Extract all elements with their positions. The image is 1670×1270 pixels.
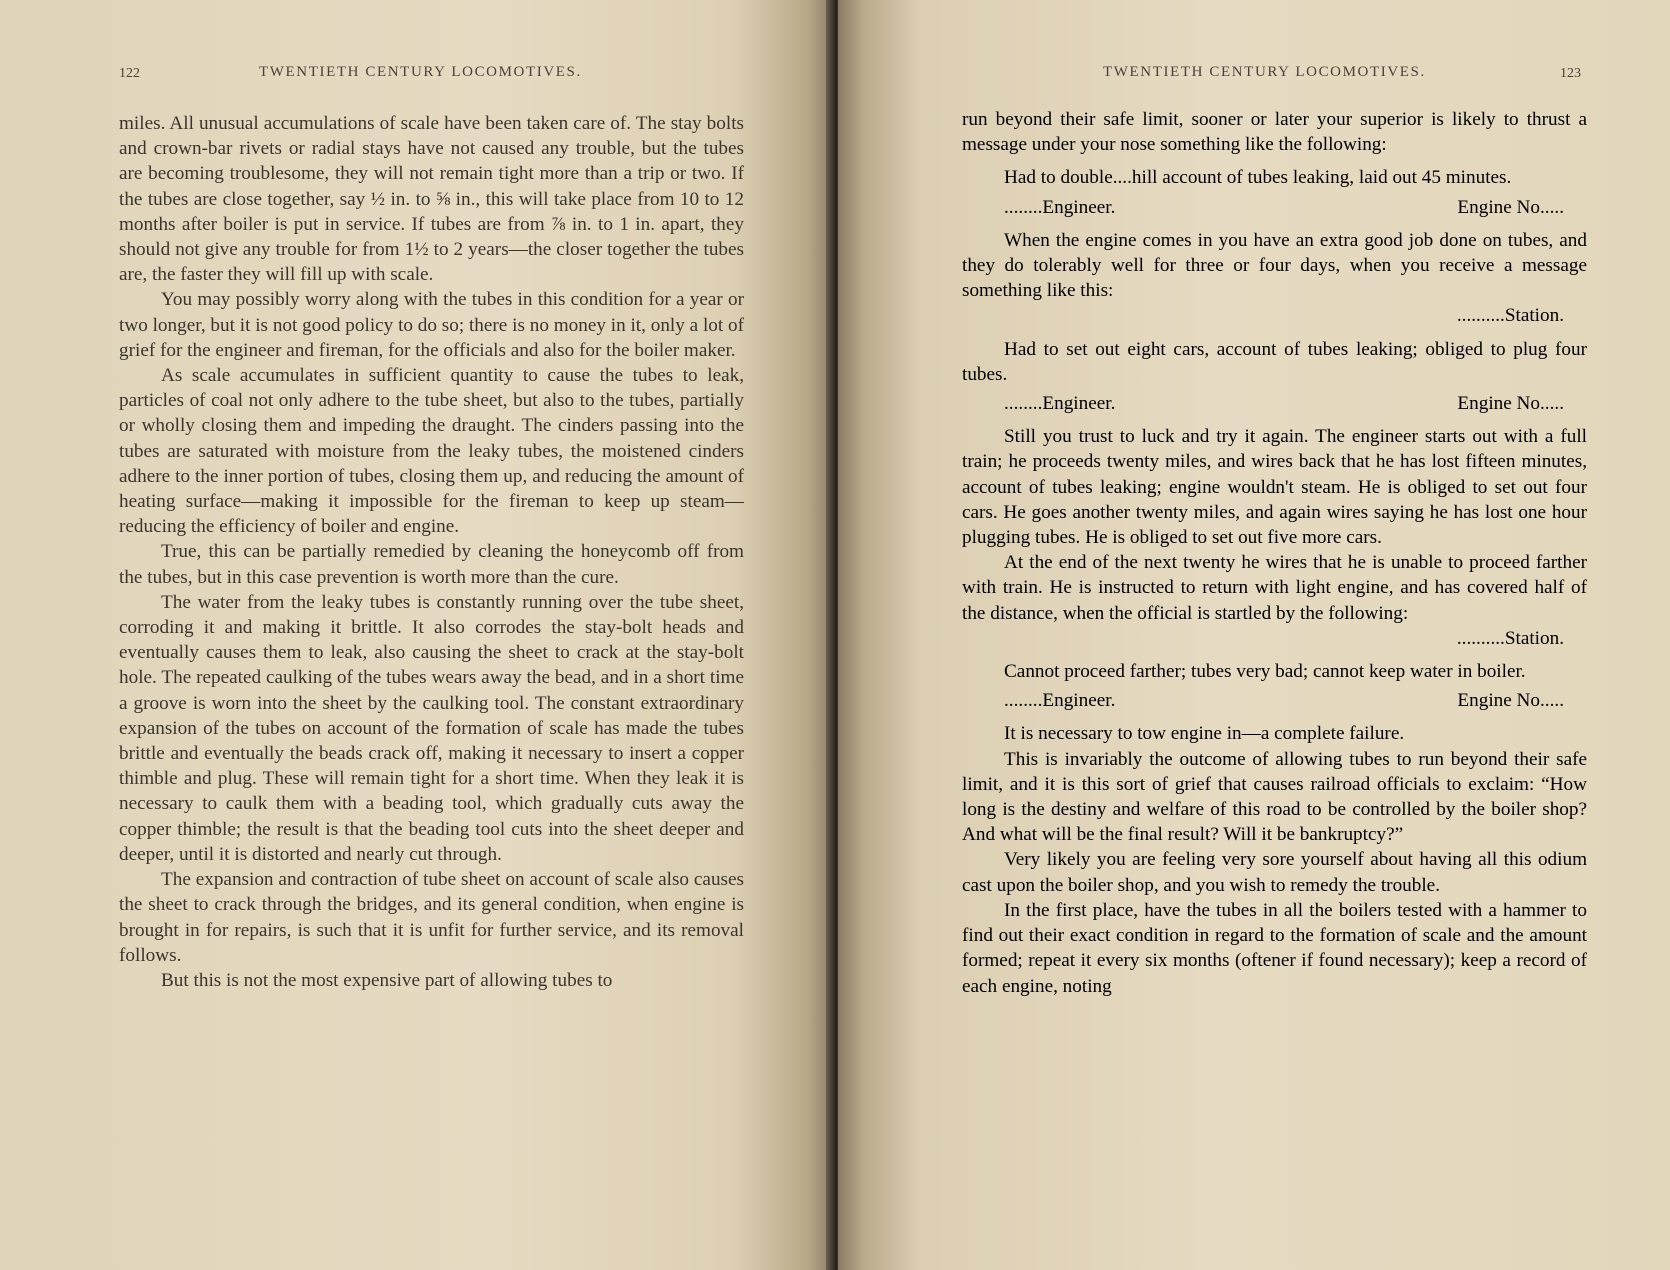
signature-line-2 [962, 391, 1587, 416]
right-intro: run beyond their safe limit, sooner or later your superior is likely to thrust a message under your nose something like the following: [962, 109, 1587, 156]
right-paragraph-4: At the end of the next twenty he wires that he is unable to proceed farther with train. He is instructed to return with light engine, and has covered half of the distance, when the official is startled by the following: [962, 552, 1587, 624]
left-body-text [119, 111, 744, 993]
right-body-text [962, 107, 1587, 999]
station-line-1: ..........Station. [1456, 305, 1564, 327]
right-page-number: 123 [1560, 66, 1581, 81]
message-2: Had to set out eight cars, account of tubes leaking; obliged to plug four tubes. [962, 338, 1587, 385]
right-paragraph-5: It is necessary to tow engine in—a complete failure. [1004, 723, 1405, 745]
left-paragraph-2: You may possibly worry along with the tubes in this condition for a year or two longer, but it is not good policy to do so; there is no money in it, only a lot of grief for the engineer and fireman, for the officials and also for the boiler maker. [119, 289, 744, 361]
left-running-head: TWENTIETH CENTURY LOCOMOTIVES. [259, 64, 582, 80]
left-paragraph-6: The expansion and contraction of tube sheet on account of scale also causes the sheet to crack through the bridges, and its general condition, when engine is brought in for repairs, is such that it is unfit for further service, and its removal follows. [119, 869, 744, 966]
message-1: Had to double....hill account of tubes leaking, laid out 45 minutes. [1004, 167, 1512, 189]
right-paragraph-6: This is invariably the outcome of allowing tubes to run beyond their safe limit, and it is this sort of grief that causes railroad officials to exclaim: “How long is the destiny and welfare of this road to be controlled by the boiler shop? And what will be the final result? Will it be bankruptcy?” [962, 748, 1587, 846]
right-paragraph-8: In the first place, have the tubes in all the boilers tested with a hammer to find out their exact condition in regard to the formation of scale and the amount formed; repeat it every six months (oftener if found necessary); keep a record of each engine, noting [962, 899, 1587, 997]
signature-line-1 [962, 195, 1587, 220]
engine-number-2: Engine No..... [1457, 393, 1564, 415]
right-paragraph-2: When the engine comes in you have an extra good job done on tubes, and they do tolerably well for three or four days, when you receive a message something like this: [962, 229, 1587, 302]
engineer-signature-2: ........Engineer. [1004, 393, 1116, 415]
left-paragraph-5: The water from the leaky tubes is constantly running over the tube sheet, corroding it and making it brittle. It also corrodes the stay-bolt heads and eventually causes them to leak, also causing the sheet to crack at the stay-bolt hole. The repeated caulking of the tubes wears away the bead, and in a short time a groove is worn into the sheet by the caulking tool. The constant extraordinary expansion of the tubes on account of the formation of scale has made the tubes brittle and eventually the beads crack off, making it necessary to insert a copper thimble and plug. These will remain tight for a short time. When they leak it is necessary to caulk them with a beading tool, which gradually cuts away the copper thimble; the result is that the beading tool cuts into the sheet deeper and deeper, until it is distorted and nearly cut through. [119, 591, 744, 865]
left-page [0, 0, 832, 1270]
message-3: Cannot proceed farther; tubes very bad; cannot keep water in boiler. [1004, 661, 1526, 683]
engine-number-3: Engine No..... [1457, 690, 1564, 712]
right-paragraph-7: Very likely you are feeling very sore yourself about having all this odium cast upon the boiler shop, and you wish to remedy the trouble. [962, 849, 1587, 896]
left-paragraph-3: As scale accumulates in sufficient quantity to cause the tubes to leak, particles of coal not only adhere to the tube sheet, but also to the tubes, partially or wholly closing them and impeding the draught. The cinders passing into the tubes are saturated with moisture from the leaky tubes, the moistened cinders adhere to the inner portion of tubes, closing them up, and reducing the amount of heating surface—making it impossible for the fireman to keep up steam—reducing the efficiency of boiler and engine. [119, 365, 744, 538]
left-paragraph-4: True, this can be partially remedied by cleaning the honeycomb off from the tubes, but in this case prevention is worth more than the cure. [119, 541, 744, 588]
left-page-number: 122 [119, 66, 140, 81]
engine-number-1: Engine No..... [1457, 196, 1564, 218]
station-line-2: ..........Station. [1456, 627, 1564, 649]
engineer-signature-3: ........Engineer. [1004, 690, 1116, 712]
left-paragraph-7: But this is not the most expensive part of allowing tubes to [161, 969, 613, 991]
right-paragraph-3: Still you trust to luck and try it again. The engineer starts out with a full train; he proceeds twenty miles, and wires back that he has lost fifteen minutes, account of tubes leaking; engine wouldn't steam. He is obliged to set out four cars. He goes another twenty miles, and again wires saying he has lost one hour plugging tubes. He is obliged to set out five more cars. [962, 426, 1587, 549]
signature-line-3 [962, 688, 1587, 713]
engineer-signature-1: ........Engineer. [1004, 196, 1116, 218]
right-running-head: TWENTIETH CENTURY LOCOMOTIVES. [1103, 64, 1426, 80]
left-paragraph-1: miles. All unusual accumulations of scale have been taken care of. The stay bolts and crown-bar rivets or radial stays have not caused any trouble, but the tubes are becoming troublesome, they will not remain tight more than a trip or two. If the tubes are close together, say ½ in. to ⅝ in., this will take place from 10 to 12 months after boiler is put in service. If tubes are from ⅞ in. to 1 in. apart, they should not give any trouble for from 1½ to 2 years—the closer together the tubes are, the faster they will fill up with scale. [119, 113, 744, 286]
